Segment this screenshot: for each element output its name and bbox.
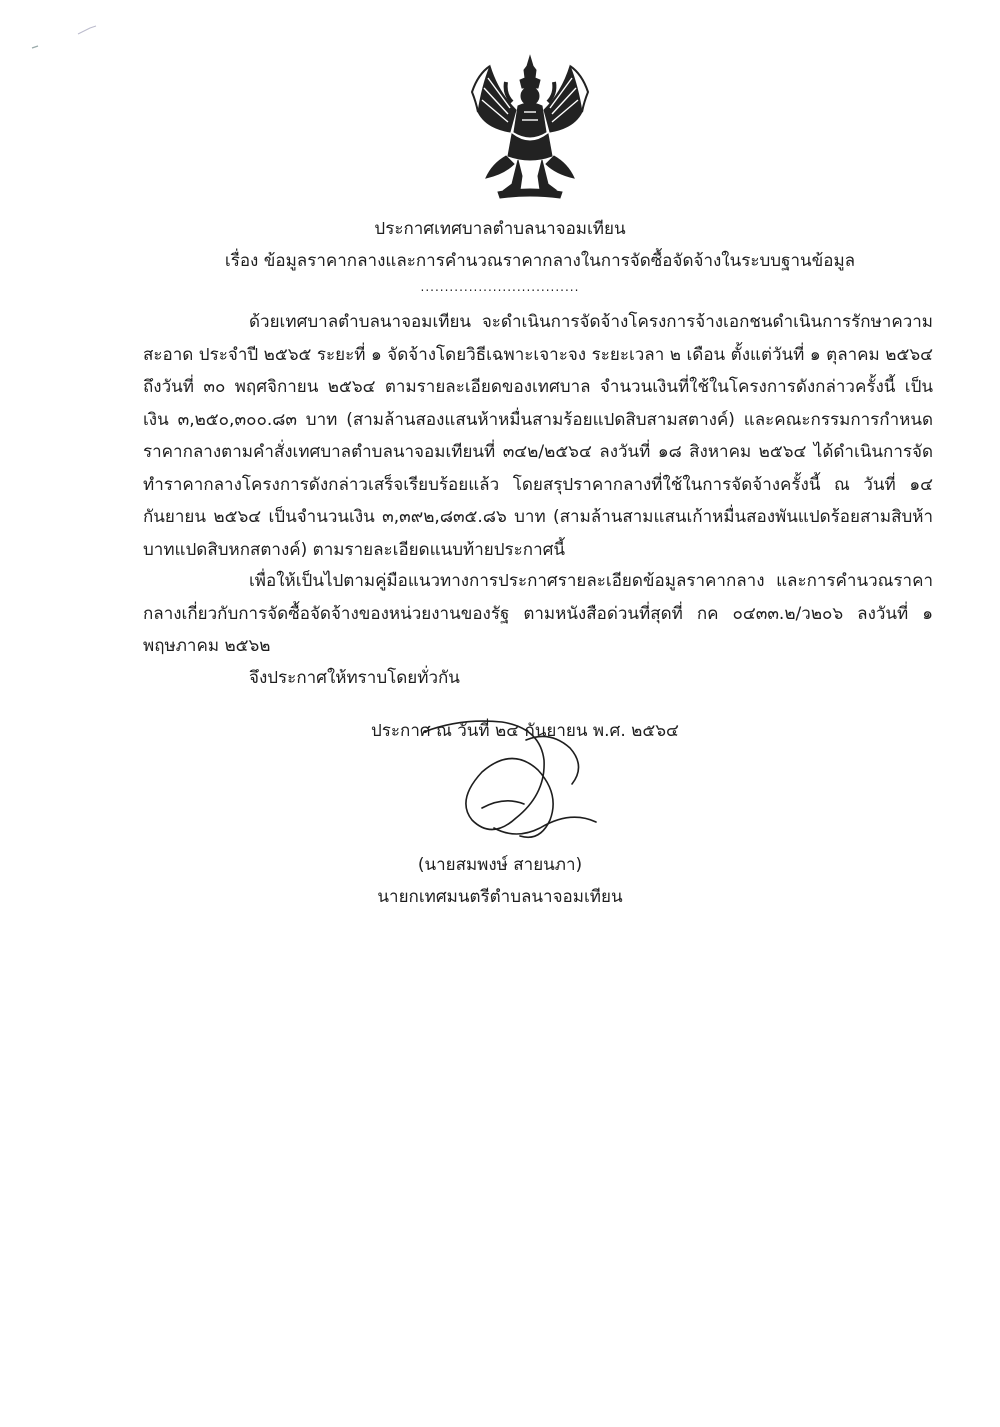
document-subject: เรื่อง ข้อมูลราคากลางและการคำนวณราคากลางในการจัดซื้อจัดจ้างในระบบฐานข้อมูล: [224, 251, 856, 271]
signer-name: (นายสมพงษ์ สายนภา): [417, 855, 583, 875]
body-paragraph-2: [143, 565, 933, 663]
document-title: ประกาศเทศบาลตำบลนาจอมเทียน: [374, 219, 626, 239]
scan-mark: [30, 22, 100, 52]
closing-statement: จึงประกาศให้ทราบโดยทั่วกัน: [249, 668, 460, 688]
announcement-date: ประกาศ ณ วันที่ ๒๔ กันยายน พ.ศ. ๒๕๖๔: [371, 721, 679, 741]
paragraph-2-text: เพื่อให้เป็นไปตามคู่มือแนวทางการประกาศรายละเอียดข้อมูลราคากลาง และการคำนวณราคากลางเกี่ยวกับการจัดซื้อจัดจ้างของหน่วยงานของรัฐ ตามหนังสือด่วนที่สุดที่ กค ๐๔๓๓.๒/ว๒๐๖ ลงวันที่ ๑ พฤษภาคม ๒๕๖๒: [143, 571, 934, 656]
separator-dots: .................................: [420, 280, 580, 294]
body-paragraph-1: [143, 306, 933, 566]
signer-position: นายกเทศมนตรีตำบลนาจอมเทียน: [377, 887, 623, 907]
handwritten-signature: [420, 700, 630, 865]
paragraph-1-text: ด้วยเทศบาลตำบลนาจอมเทียน จะดำเนินการจัดจ้างโครงการจ้างเอกชนดำเนินการรักษาความสะอาด ประจำปี ๒๕๖๕ ระยะที่ ๑ จัดจ้างโดยวิธีเฉพาะเจาะจง ระยะเวลา ๒ เดือน ตั้งแต่วันที่ ๑ ตุลาคม ๒๕๖๔ ถึงวันที่ ๓๐ พฤศจิกายน ๒๕๖๔ ตามรายละเอียดของเทศบาล จำนวนเงินที่ใช้ในโครงการดังกล่าวครั้งนี้ เป็นเงิน ๓,๒๕๐,๓๐๐.๘๓ บาท (สามล้านสองแสนห้าหมื่นสามร้อยแปดสิบสามสตางค์) และคณะกรรมการกำหนดราคากลางตามคำสั่งเทศบาลตำบลนาจอมเทียนที่ ๓๔๒/๒๕๖๔ ลงวันที่ ๑๘ สิงหาคม ๒๕๖๔ ได้ดำเนินการจัดทำราคากลางโครงการดังกล่าวเสร็จเรียบร้อยแล้ว โดยสรุปราคากลางที่ใช้ในการจัดจ้างครั้งนี้ ณ วันที่ ๑๔ กันยายน ๒๕๖๔ เป็นจำนวนเงิน ๓,๓๙๒,๘๓๕.๘๖ บาท (สามล้านสามแสนเก้าหมื่นสองพันแปดร้อยสามสิบห้าบาทแปดสิบหกสตางค์) ตามรายละเอียดแนบท้ายประกาศนี้: [143, 312, 933, 560]
garuda-emblem-icon: [468, 52, 592, 202]
